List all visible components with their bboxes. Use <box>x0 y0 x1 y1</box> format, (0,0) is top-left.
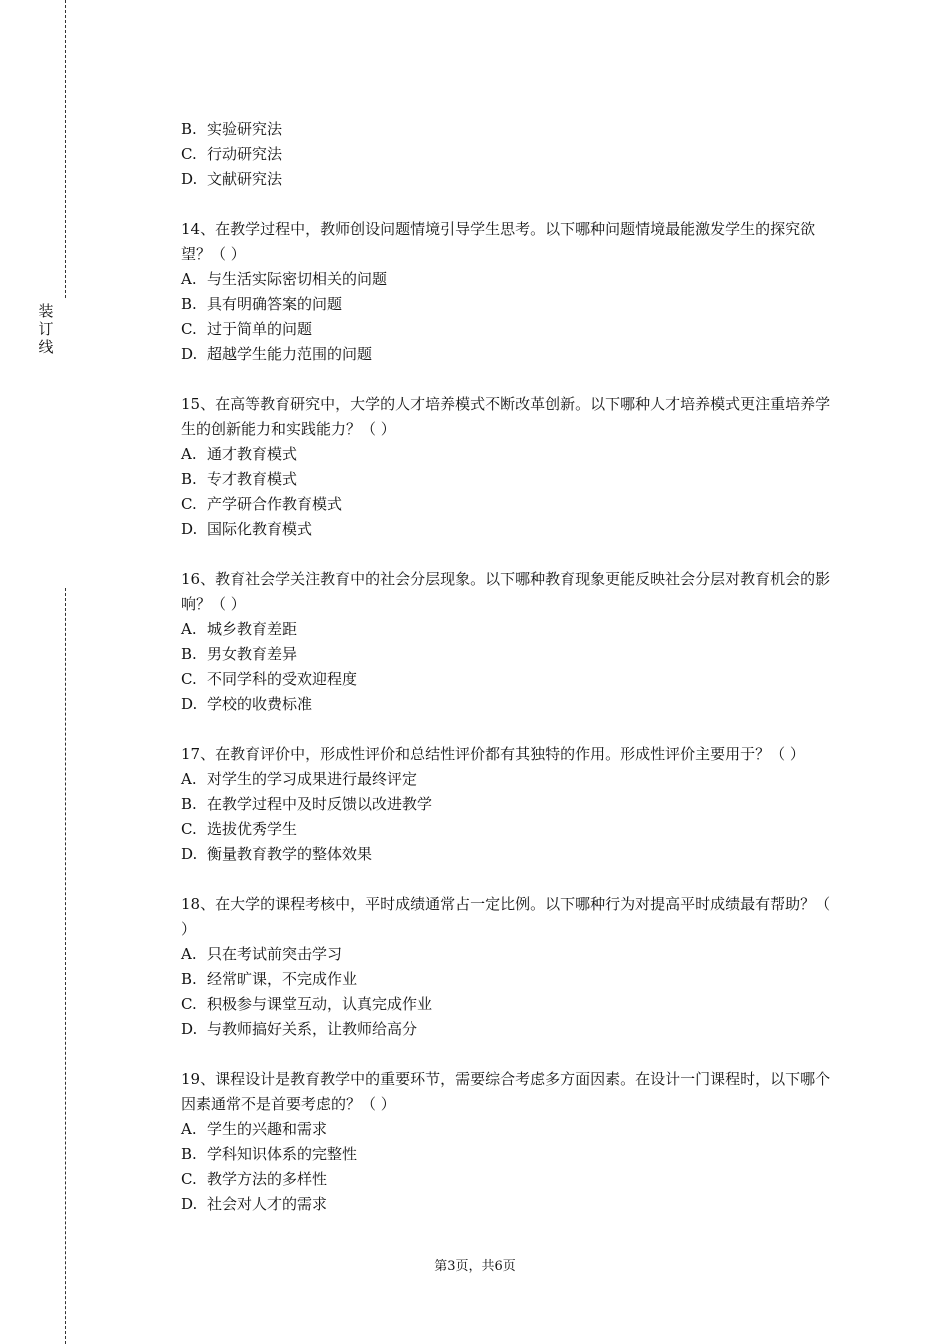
option-text: 在教学过程中及时反馈以改进教学 <box>207 795 433 813</box>
option-d <box>181 692 841 717</box>
option-b <box>181 967 841 992</box>
option-letter: C. <box>181 145 197 163</box>
option-b <box>181 642 841 667</box>
option-b <box>181 1142 841 1167</box>
option-text: 城乡教育差距 <box>207 620 298 638</box>
option-a <box>181 942 841 967</box>
option-b <box>181 792 841 817</box>
binding-label-char: 订 <box>38 320 54 338</box>
option-letter: C. <box>181 1170 197 1188</box>
option-letter: A. <box>181 620 197 638</box>
option-c <box>181 992 841 1017</box>
option-letter: B. <box>181 645 197 663</box>
option-text: 超越学生能力范围的问题 <box>207 345 373 363</box>
exam-content <box>181 117 841 1217</box>
option-text: 不同学科的受欢迎程度 <box>207 670 358 688</box>
carryover-options <box>181 117 841 192</box>
option-letter: C. <box>181 495 197 513</box>
option-text: 行动研究法 <box>207 145 283 163</box>
question-stem: 15、在高等教育研究中，大学的人才培养模式不断改革创新。以下哪种人才培养模式更注重培养学生的创新能力和实践能力？（ ） <box>181 395 831 438</box>
option-letter: D. <box>181 695 198 713</box>
option-a <box>181 267 841 292</box>
question-16 <box>181 567 841 717</box>
option-letter: A. <box>181 945 197 963</box>
option-d <box>181 1192 841 1217</box>
option-letter: C. <box>181 820 197 838</box>
binding-label-char: 装 <box>38 302 54 320</box>
option-text: 学校的收费标准 <box>207 695 313 713</box>
option-letter: B. <box>181 1145 197 1163</box>
option-letter: C. <box>181 320 197 338</box>
option-letter: B. <box>181 295 197 313</box>
option-text: 教学方法的多样性 <box>207 1170 328 1188</box>
option-text: 对学生的学习成果进行最终评定 <box>207 770 418 788</box>
option-letter: D. <box>181 170 198 188</box>
option-text: 文献研究法 <box>207 170 283 188</box>
option-text: 实验研究法 <box>207 120 283 138</box>
option-letter: A. <box>181 270 197 288</box>
option-c <box>181 817 841 842</box>
option-letter: B. <box>181 470 197 488</box>
option-letter: C. <box>181 995 197 1013</box>
binding-line-top <box>65 0 66 298</box>
question-stem: 19、课程设计是教育教学中的重要环节，需要综合考虑多方面因素。在设计一门课程时，以下哪个因素通常不是首要考虑的？（ ） <box>181 1070 831 1113</box>
option-c <box>181 667 841 692</box>
option-letter: A. <box>181 445 197 463</box>
option-c <box>181 142 841 167</box>
option-a <box>181 767 841 792</box>
question-15 <box>181 392 841 542</box>
option-c <box>181 492 841 517</box>
option-a <box>181 442 841 467</box>
option-letter: A. <box>181 770 197 788</box>
option-d <box>181 167 841 192</box>
binding-line-label <box>36 302 56 356</box>
option-a <box>181 617 841 642</box>
option-b <box>181 467 841 492</box>
option-text: 学科知识体系的完整性 <box>207 1145 358 1163</box>
option-letter: B. <box>181 795 197 813</box>
option-text: 产学研合作教育模式 <box>207 495 343 513</box>
option-letter: D. <box>181 345 198 363</box>
option-text: 学生的兴趣和需求 <box>207 1120 328 1138</box>
binding-line-bottom <box>65 588 66 1344</box>
question-17 <box>181 742 841 867</box>
question-14 <box>181 217 841 367</box>
option-a <box>181 1117 841 1142</box>
option-text: 具有明确答案的问题 <box>207 295 343 313</box>
option-letter: D. <box>181 1020 198 1038</box>
option-text: 社会对人才的需求 <box>207 1195 328 1213</box>
option-text: 过于简单的问题 <box>207 320 313 338</box>
question-19 <box>181 1067 841 1217</box>
option-text: 积极参与课堂互动，认真完成作业 <box>207 995 433 1013</box>
option-b <box>181 117 841 142</box>
option-text: 选拔优秀学生 <box>207 820 298 838</box>
option-text: 经常旷课，不完成作业 <box>207 970 358 988</box>
option-text: 只在考试前突击学习 <box>207 945 343 963</box>
option-d <box>181 342 841 367</box>
option-text: 通才教育模式 <box>207 445 298 463</box>
option-c <box>181 317 841 342</box>
option-letter: D. <box>181 845 198 863</box>
binding-label-char: 线 <box>38 338 54 356</box>
option-d <box>181 1017 841 1042</box>
option-text: 与教师搞好关系，让教师给高分 <box>207 1020 418 1038</box>
question-stem: 17、在教育评价中，形成性评价和总结性评价都有其独特的作用。形成性评价主要用于？（ ） <box>181 745 805 763</box>
question-18 <box>181 892 841 1042</box>
option-letter: A. <box>181 1120 197 1138</box>
option-text: 国际化教育模式 <box>207 520 313 538</box>
option-text: 与生活实际密切相关的问题 <box>207 270 388 288</box>
option-text: 专才教育模式 <box>207 470 298 488</box>
option-letter: D. <box>181 1195 198 1213</box>
question-stem: 18、在大学的课程考核中，平时成绩通常占一定比例。以下哪种行为对提高平时成绩最有帮助？（ ） <box>181 895 831 938</box>
option-letter: B. <box>181 120 197 138</box>
option-d <box>181 517 841 542</box>
option-letter: D. <box>181 520 198 538</box>
question-stem: 14、在教学过程中，教师创设问题情境引导学生思考。以下哪种问题情境最能激发学生的探究欲望？（ ） <box>181 220 816 263</box>
question-stem: 16、教育社会学关注教育中的社会分层现象。以下哪种教育现象更能反映社会分层对教育机会的影响？（ ） <box>181 570 831 613</box>
option-b <box>181 292 841 317</box>
option-text: 衡量教育教学的整体效果 <box>207 845 373 863</box>
option-c <box>181 1167 841 1192</box>
option-d <box>181 842 841 867</box>
option-letter: C. <box>181 670 197 688</box>
page-number: 第3页，共6页 <box>434 1259 516 1274</box>
page-footer <box>0 1257 950 1277</box>
option-text: 男女教育差异 <box>207 645 298 663</box>
option-letter: B. <box>181 970 197 988</box>
